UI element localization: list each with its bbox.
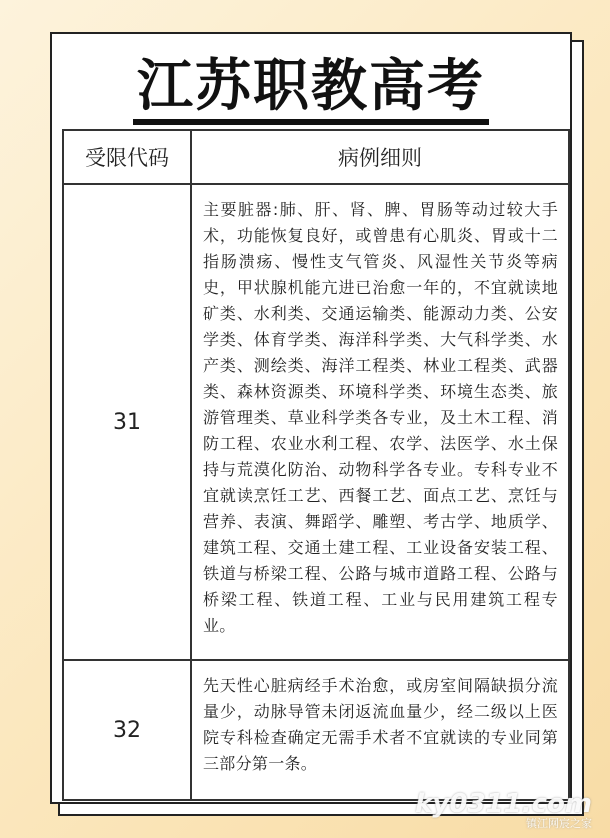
header-code: 受限代码 bbox=[63, 130, 191, 184]
table-row bbox=[63, 184, 569, 660]
row-detail: 先天性心脏病经手术治愈，或房室间隔缺损分流量少，动脉导管未闭返流血量少，经二级以上医院专科检查确定无需手术者不宜就读的专业同第三部分第一条。 bbox=[191, 660, 569, 800]
row-detail: 主要脏器:肺、肝、肾、脾、胃肠等动过较大手术，功能恢复良好，或曾患有心肌炎、胃或十二指肠溃疡、慢性支气管炎、风湿性关节炎等病史，甲状腺机能亢进已治愈一年的，不宜就读地矿类、水利类、交通运输类、能源动力类、公安学类、体育学类、海洋科学类、大气科学类、水产类、测绘类、海洋工程类、林业工程类、武器类、森林资源类、环境科学类、环境生态类、旅游管理类、草业科学类各专业，及土木工程、消防工程、农业水利工程、农学、法医学、水土保持与荒漠化防治、动物科学各专业。专科专业不宜就读烹饪工艺、西餐工艺、面点工艺、烹饪与营养、表演、舞蹈学、雕塑、考古学、地质学、建筑工程、交通土建工程、工业设备安装工程、铁道与桥梁工程、公路与城市道路工程、公路与桥梁工程、铁道工程、工业与民用建筑工程专业。 bbox=[191, 184, 569, 660]
watermark-subtitle: 镇江网宸之家 bbox=[526, 817, 592, 830]
watermark bbox=[415, 791, 592, 830]
document-card bbox=[50, 32, 572, 804]
restriction-table bbox=[62, 129, 570, 801]
row-code: 31 bbox=[63, 184, 191, 660]
table-row bbox=[63, 660, 569, 800]
page-title: 江苏职教高考 bbox=[52, 52, 570, 122]
header-detail: 病例细则 bbox=[191, 130, 569, 184]
watermark-logo: ky0311.com bbox=[415, 789, 592, 819]
row-code: 32 bbox=[63, 660, 191, 800]
table-header-row bbox=[63, 130, 569, 184]
